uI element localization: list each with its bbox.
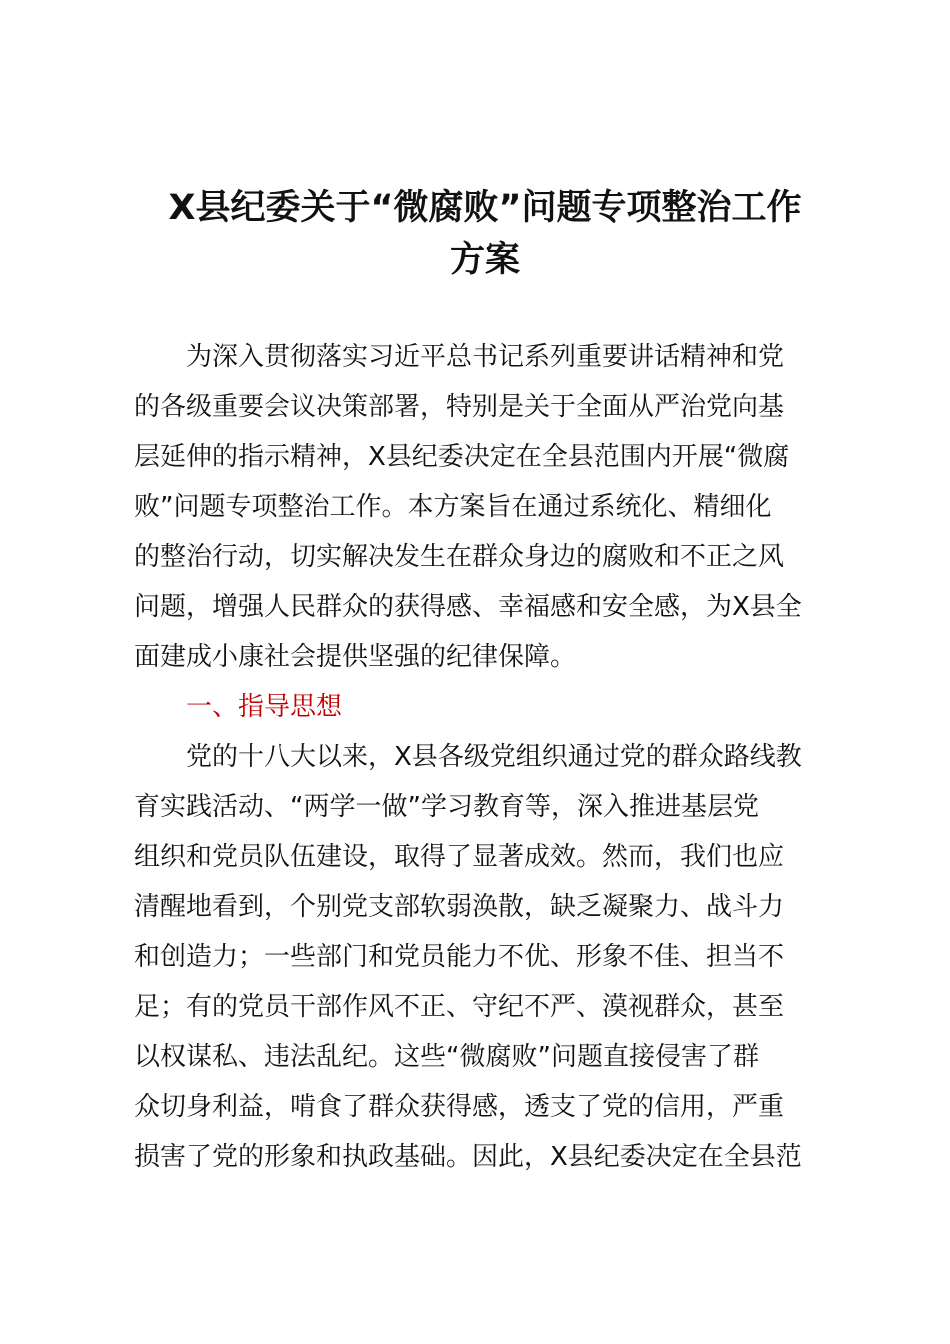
section-line: 育实践活动、“两学一做”学习教育等，深入推进基层党 — [134, 792, 759, 822]
intro-line: 面建成小康社会提供坚强的纪律保障。 — [134, 642, 577, 672]
section-line: 和创造力；一些部门和党员能力不优、形象不佳、担当不 — [134, 942, 785, 972]
title-line-1: X县纪委关于“微腐败”问题专项整治工作 — [168, 188, 802, 228]
intro-line: 败”问题专项整治工作。本方案旨在通过系统化、精细化 — [134, 492, 772, 522]
intro-line: 为深入贯彻落实习近平总书记系列重要讲话精神和党 — [186, 342, 785, 372]
intro-line: 的各级重要会议决策部署，特别是关于全面从严治党向基 — [134, 392, 785, 422]
section-line: 组织和党员队伍建设，取得了显著成效。然而，我们也应 — [134, 842, 785, 872]
section-line: 党的十八大以来，X县各级党组织通过党的群众路线教 — [186, 742, 802, 772]
section-heading: 一、指导思想 — [186, 692, 343, 722]
intro-line: 问题，增强人民群众的获得感、幸福感和安全感，为X县全 — [134, 592, 802, 622]
title-line-2: 方案 — [449, 240, 520, 280]
document-body — [134, 332, 864, 1182]
document-title — [120, 182, 850, 286]
section-line: 以权谋私、违法乱纪。这些“微腐败”问题直接侵害了群 — [134, 1042, 759, 1072]
intro-line: 层延伸的指示精神，X县纪委决定在全县范围内开展“微腐 — [134, 442, 790, 472]
section-line: 足；有的党员干部作风不正、守纪不严、漠视群众，甚至 — [134, 992, 785, 1022]
section-line: 清醒地看到，个别党支部软弱涣散，缺乏凝聚力、战斗力 — [134, 892, 785, 922]
section-line: 众切身利益，啃食了群众获得感，透支了党的信用，严重 — [134, 1092, 785, 1122]
intro-line: 的整治行动，切实解决发生在群众身边的腐败和不正之风 — [134, 542, 785, 572]
section-line: 损害了党的形象和执政基础。因此，X县纪委决定在全县范 — [134, 1142, 802, 1172]
